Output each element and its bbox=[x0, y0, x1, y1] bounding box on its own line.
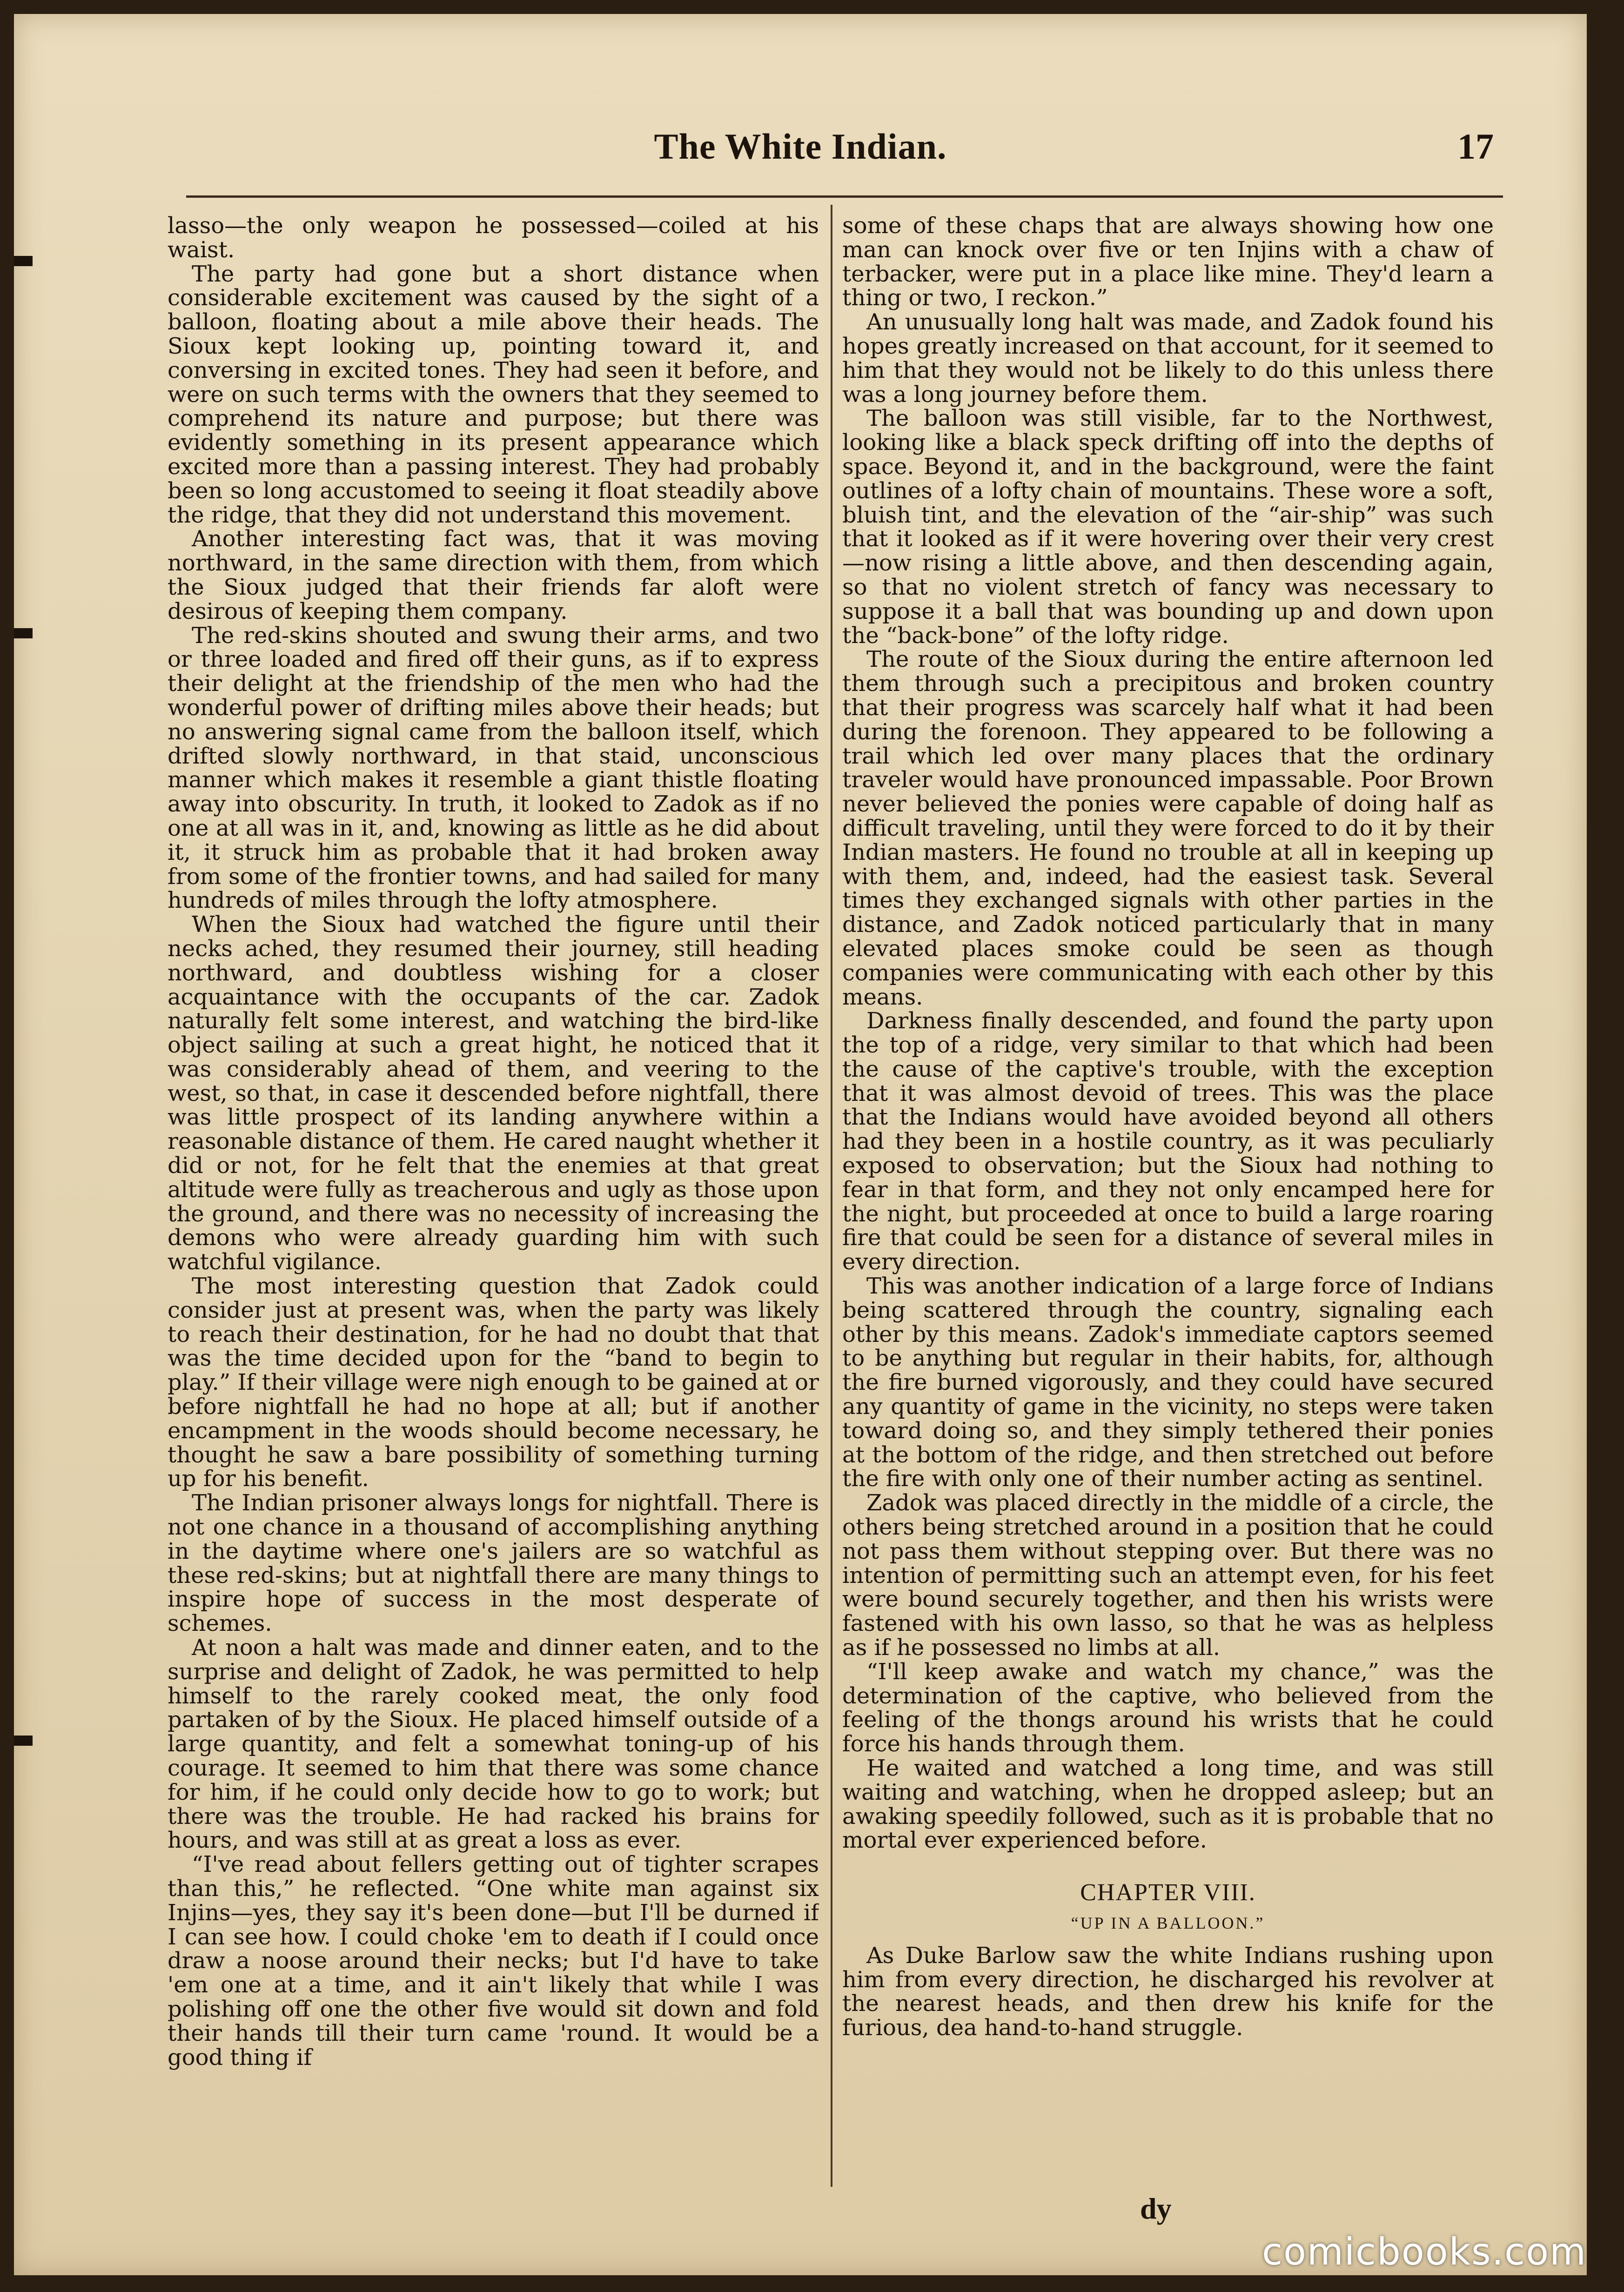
signature-mark: dy bbox=[1140, 2192, 1172, 2225]
right-column bbox=[842, 214, 1494, 2178]
paragraph: The red-skins shouted and swung their arms, and two or three loaded and fired off their guns, as if to express their delight at the friendship of the men who had the wonderful power of drifting miles above their heads; but no answering signal came from the balloon itself, which drifted slowly northward, in that staid, unconscious manner which makes it resemble a giant thistle floating away into obscurity. In truth, it looked to Zadok as if no one at all was in it, and, knowing as little as he did about it, it struck him as probable that it had broken away from some of the frontier towns, and had sailed for many hundreds of miles through the lofty atmosphere. bbox=[168, 622, 819, 914]
paragraph: As Duke Barlow saw the white Indians rushing upon him from every direction, he discharged his revolver at the nearest heads, and then drew his knife for the furious, dea hand-to-hand struggle. bbox=[842, 1942, 1494, 2041]
watermark: comicbooks.com bbox=[1262, 2230, 1587, 2273]
paragraph: The route of the Sioux during the entire afternoon led them through such a precipitous and broken country that their progress was scarcely half what it had been during the forenoon. They appeared to be following a trail which led over many places that the ordinary traveler would have pronounced impassable. Poor Brown never believed the ponies were capable of doing half as difficult traveling, until they were forced to do it by their Indian masters. He found no trouble at all in keeping up with them, and, indeed, had the easiest task. Several times they exchanged signals with other parties in the distance, and Zadok noticed particularly that in many elevated places smoke could be seen as though companies were communicating with each other by this means. bbox=[842, 646, 1494, 1010]
paragraph: some of these chaps that are always showing how one man can knock over five or ten Injins with a chaw of terbacker, were put in a place like mine. They'd learn a thing or two, I reckon.” bbox=[842, 214, 1494, 311]
paragraph: “I'll keep awake and watch my chance,” was the determination of the captive, who believed from the feeling of the thongs around his wrists that he could force his hands through them. bbox=[842, 1658, 1494, 1757]
chapter-subtitle: “UP IN A BALLOON.” bbox=[1071, 1913, 1265, 1932]
paragraph: When the Sioux had watched the figure until their necks ached, they resumed their journey, still heading northward, and doubtless wishing for a closer acquaintance with the occupants of the car. Zadok naturally felt some interest, and watching the bird-like object sailing at such a great hight, he noticed that it was considerably ahead of them, and veering to the west, so that, in case it descended before nightfall, there was little prospect of its landing anywhere within a reasonable distance of them. He cared naught whether it did or not, for he felt that the enemies at that great altitude were fully as treacherous and ugly as those upon the ground, and there was no necessity of increasing the demons who were already guarding him with such watchful vigilance. bbox=[168, 911, 819, 1275]
paragraph: The balloon was still visible, far to the Northwest, looking like a black speck drifting off into the depths of space. Beyond it, and in the background, were the faint outlines of a lofty chain of mountains. These wore a soft, bluish tint, and the elevation of the “air-ship” was such that it looked as if it were hovering over their very crest—now rising a little above, and then descending again, so that no violent stretch of fancy was necessary to suppose it a ball that was bounding up and down upon the “back-bone” of the lofty ridge. bbox=[842, 405, 1494, 649]
paragraph: “I've read about fellers getting out of tighter scrapes than this,” he reflected. “One white man against six Injins—yes, they say it's been done—but I'll be durned if I can see how. I could choke 'em to death if I could once draw a noose around their necks; but I'd have to take 'em one at a time, and it ain't likely that while I was polishing off one the other five would sit down and fold their hands till their turn came 'round. It would be a good thing if bbox=[168, 1851, 819, 2071]
binding-mark bbox=[14, 1736, 33, 1746]
header-rule bbox=[186, 195, 1503, 198]
paragraph: lasso—the only weapon he possessed—coiled at his waist. bbox=[168, 214, 819, 263]
paragraph: Zadok was placed directly in the middle of a circle, the others being stretched around in a position that he could not pass them without stepping over. But there was no intention of permitting such an attempt even, for his feet were bound securely together, and then his wrists were fastened with his own lasso, so that he was as helpless as if he possessed no limbs at all. bbox=[842, 1490, 1494, 1661]
running-title: The White Indian. bbox=[654, 126, 947, 167]
page-number: 17 bbox=[1457, 126, 1494, 167]
column-divider bbox=[831, 205, 832, 2187]
paragraph: At noon a halt was made and dinner eaten, and to the surprise and delight of Zadok, he was permitted to help himself to the rarely cooked meat, the only food partaken of by the Sioux. He placed himself outside of a large quantity, and felt a somewhat toning-up of his courage. It seemed to him that there was some chance for him, if he could only decide how to go to work; but there was the trouble. He had racked his brains for hours, and was still at as great a loss as ever. bbox=[168, 1635, 819, 1854]
paragraph: He waited and watched a long time, and was still waiting and watching, when he dropped asleep; but an awaking speedily followed, such as it is probable that no mortal ever experienced before. bbox=[842, 1755, 1494, 1854]
chapter-heading: CHAPTER VIII. bbox=[1080, 1879, 1256, 1906]
paragraph: An unusually long halt was made, and Zadok found his hopes greatly increased on that account, for it seemed to him that they would not be likely to do this unless there was a long journey before them. bbox=[842, 309, 1494, 408]
paragraph: The Indian prisoner always longs for nightfall. There is not one chance in a thousand of accomplishing anything in the daytime where one's jailers are so watchful as these red-skins; but at nightfall there are many things to inspire hope of success in the most desperate of schemes. bbox=[168, 1490, 819, 1637]
page-header bbox=[14, 126, 1587, 177]
paragraph: Another interesting fact was, that it was moving northward, in the same direction with them, from which the Sioux judged that their friends far aloft were desirous of keeping them company. bbox=[168, 526, 819, 624]
paragraph: The party had gone but a short distance when considerable excitement was caused by the sight of a balloon, floating about a mile above their heads. The Sioux kept looking up, pointing toward it, and conversing in excited tones. They had seen it before, and were on such terms with the owners that they seemed to comprehend its nature and purpose; but there was evidently something in its present appearance which excited more than a passing interest. They had probably been so long accustomed to seeing it float steadily above the ridge, that they did not understand this movement. bbox=[168, 261, 819, 528]
paragraph: This was another indication of a large force of Indians being scattered through the country, signaling each other by this means. Zadok's immediate captors seemed to be anything but regular in their habits, for, although the fire burned vigorously, and they could have secured any quantity of game in the vicinity, no steps were taken toward doing so, and they simply tethered their ponies at the bottom of the ridge, and then stretched out before the fire with only one of their number acting as sentinel. bbox=[842, 1273, 1494, 1492]
left-column bbox=[168, 214, 819, 2178]
book-page bbox=[14, 14, 1587, 2275]
binding-mark bbox=[14, 256, 33, 266]
paragraph: The most interesting question that Zadok could consider just at present was, when the party was likely to reach their destination, for he had no doubt that that was the time decided upon for the “band to begin to play.” If their village were nigh enough to be gained at or before nightfall he had no hope at all; but if another encampment in the woods should become necessary, he thought he saw a bare possibility of something turning up for his benefit. bbox=[168, 1273, 819, 1492]
paragraph: Darkness finally descended, and found the party upon the top of a ridge, very similar to that which had been the cause of the captive's trouble, with the exception that it was almost devoid of trees. This was the place that the Indians would have avoided beyond all others had they been in a hostile country, as it was peculiarly exposed to observation; but the Sioux had nothing to fear in that form, and they not only encamped here for the night, but proceeded at once to build a large roaring fire that could be seen for a distance of several miles in every direction. bbox=[842, 1008, 1494, 1275]
binding-mark bbox=[14, 628, 33, 638]
